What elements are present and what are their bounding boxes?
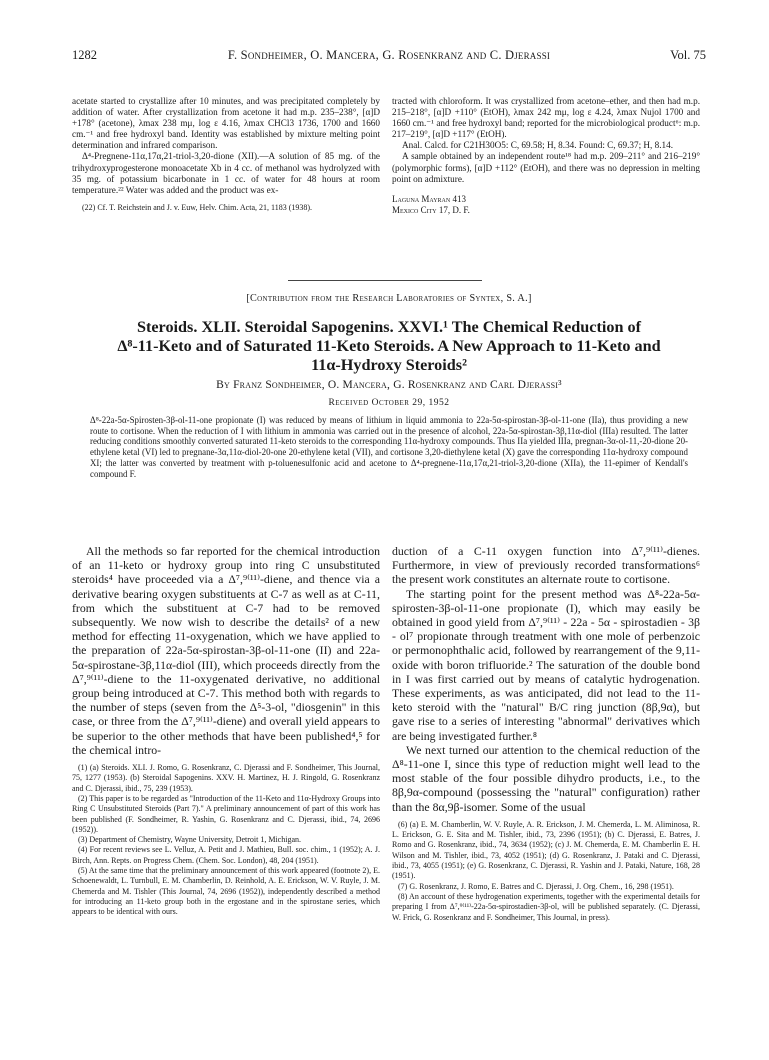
page-number: 1282 (72, 48, 97, 62)
previous-paragraph: tracted with chloroform. It was crystallized from acetone–ether, and then had m.p. 215–218°, [α]D +110° (EtOH), λmax 242 mμ, log ε 4.24, λmax Nujol 1700 and 1660 cm.⁻¹ and free hydroxyl band; reported for the microbiological product⁶: m.p. 217–219°, [α]D +117° (EtOH). (392, 96, 700, 140)
title-line: Δ⁸-11-Keto and of Saturated 11-Keto Steroids. A New Approach to 11-Keto and (117, 337, 661, 355)
received-date: Received October 29, 1952 (328, 398, 450, 408)
previous-footnotes (72, 203, 380, 213)
body-paragraph: All the methods so far reported for the chemical introduction of an 11-keto or hydroxy group into ring C unsubstituted steroids⁴ have proceeded via a Δ⁷,⁹⁽¹¹⁾-diene, and thence via a derivative bearing oxygen substituents at C-7 as well as at C-11, from which the substituent at C-7 had to be removed subsequently. We now wish to describe the details² of a new method for effecting 11-oxygenation, which we have applied to the preparation of 22a-5α-spirostan-3β-ol-11-one (II) and 22a-5α-spirostane-3β,11α-diol (III), which proceeds directly from the Δ⁷,⁹⁽¹¹⁾-diene to the 11-oxygenated derivative, no additional group being introduced at C-7. This method both with regards to the number of steps (seven from the Δ⁵-3-ol, "diosgenin" in this case, or three from the Δ⁷,⁹⁽¹¹⁾-diene) and overall yield appears to be superior to the other methods that have been published⁴,⁵ for the chemical intro- (72, 544, 380, 757)
footnote: (1) (a) Steroids. XLI. J. Romo, G. Rosenkranz, C. Djerassi and F. Sondheimer, This Journal, 75, 1277 (1953). (b) Steroidal Sapogenins. XXV. H. Martinez, H. J. Ringold, G. Rosenkranz and C. Djerassi, ibid., 75, 239 (1953). (72, 763, 380, 793)
body-paragraph: The starting point for the present method was Δ⁸-22a-5α-spirosten-3β-ol-11-one propionate (I), which may easily be obtained in good yield from Δ⁷,⁹⁽¹¹⁾ - 22a - 5α - spirostadien - 3β - ol⁷ propionate through treatment with one mole of perbenzoic or permonophthalic acid, followed by rearrangement of the 9,11-oxide with boron trifluoride.² The saturation of the double bond in I was first carried out by means of catalytic hydrogenation. These experiments, as was anticipated, did not lead to the 11-keto steroid with the "natural" B/C ring junction (8β,9α), but gave rise to a series of interesting "abnormal" derivatives which are being investigated further.⁸ (392, 586, 700, 743)
contribution-line: [Contribution from the Research Laboratories of Syntex, S. A.] (246, 293, 532, 304)
footnotes-left (72, 763, 380, 917)
previous-article-left-column (72, 96, 380, 213)
footnote: (8) An account of these hydrogenation experiments, together with the experimental details for preparing I from Δ⁷,⁹⁽¹¹⁾-22a-5α-spirostadien-3β-ol, will be published separately. (C. Djerassi, W. Frick, G. Rosenkranz and F. Sondheimer, This Journal, in press). (392, 891, 700, 922)
abstract: Δ⁸-22a-5α-Spirosten-3β-ol-11-one propionate (I) was reduced by means of lithium in liquid ammonia to 22a-5α-spirostan-3β-ol-11-one (IIa), thus providing a new route to cortisone. When the reduction of I with lithium in ammonia was carried out in the presence of alcohol, 22a-5α-spirostan-3β,11α-diol (IIIa) resulted. The latter reducing conditions smoothly converted saturated 11-keto steroids to the corresponding 11α-hydroxy compounds. Thus IIa yielded IIIa, pregnan-3α-ol-11,-20-dione 20-ethylene ketal (VI) led to pregnane-3α,11α-diol-20-one 20-ethylene ketal (VII), and cortisone 3,20-diethylene ketal (X) gave the corresponding 11α-hydroxy compound XI; the latter was converted by treatment with p-toluenesulfonic acid and acetone to Δ⁴-pregnene-11α,17α,21-triol-3,20-dione (XIIa), the 11-epimer of Kendall's compound F. (90, 415, 688, 479)
article-title (72, 318, 706, 375)
footnote: (3) Department of Chemistry, Wayne University, Detroit 1, Michigan. (78, 835, 302, 845)
body-paragraph: duction of a C-11 oxygen function into Δ⁷,⁹⁽¹¹⁾-dienes. Furthermore, in view of previously recorded transformations⁶ the present work constitutes an alternate route to cortisone. (392, 544, 700, 587)
byline: By Franz Sondheimer, O. Mancera, G. Rosenkranz and Carl Djerassi³ (216, 379, 562, 391)
running-header (72, 48, 706, 66)
footnote: (6) (a) E. M. Chamberlin, W. V. Ruyle, A. R. Erickson, J. M. Chemerda, L. M. Aliminosa, R. L. Erickson, G. E. Sita and M. Tishler, ibid., 73, 2396 (1951); (b) C. Djerassi, E. Batres, J. Romo and G. Rosenkranz, ibid., 74, 3634 (1952); (c) J. M. Chemerda, E. M. Chamberlin E. H. Wilson and M. Tishler, ibid., 73, 4052 (1951); (d) G. Rosenkranz, J. Pataki and C. Djerassi, ibid., 73, 4055 (1951); (e) G. Rosenkranz, C. Djerassi, R. Yashin and J. Pataki, Nature, 168, 28 (1951). (392, 819, 700, 881)
footnote: (5) At the same time that the preliminary announcement of this work appeared (footnote 2), E. Schoenewaldt, L. Turnbull, E. M. Chamberlin, D. Reinhold, A. E. Erickson, W. V. Ruyle, J. M. Chemerda and M. Tishler (This Journal, 74, 2696 (1952)), independently described a method for introducing an 11-keto group both in the ergostane and in the spirostane series, which appears to be identical with ours. (72, 866, 380, 917)
footnote: (7) G. Rosenkranz, J. Romo, E. Batres and C. Djerassi, J. Org. Chem., 16, 298 (1951). (398, 881, 674, 891)
body-right-column (392, 544, 700, 923)
footnotes-right (392, 820, 700, 923)
footnote: (4) For recent reviews see L. Velluz, A. Petit and J. Mathieu, Bull. soc. chim., 1 (1952); A. J. Birch, Ann. Repts. on Progress Chem. (Chem. Soc. London), 48, 204 (1951). (72, 845, 380, 865)
author-address (392, 194, 700, 216)
previous-paragraph: A sample obtained by an independent route¹⁸ had m.p. 209–211° and 216–219° (polymorphic forms), [α]D +112° (EtOH), and there was no depression in melting point on admixture. (392, 151, 700, 184)
section-divider (288, 280, 482, 281)
address-line: Laguna Mayran 413 (392, 193, 466, 204)
footnote: (22) Cf. T. Reichstein and J. v. Euw, Helv. Chim. Acta, 21, 1183 (1938). (82, 202, 313, 212)
volume-number: Vol. 75 (670, 48, 706, 62)
title-line: 11α-Hydroxy Steroids² (311, 356, 467, 374)
previous-article-right-column (392, 96, 700, 216)
previous-paragraph: Δ⁴-Pregnene-11α,17α,21-triol-3,20-dione (XII).—A solution of 85 mg. of the trihydroxyprogesterone monoacetate Xb in 4 cc. of methanol was hydrolyzed with 35 mg. of potassium bicarbonate in 1 cc. of water for 48 hours at room temperature.²² Water was added and the product was ex- (72, 151, 380, 195)
previous-paragraph: acetate started to crystallize after 10 minutes, and was precipitated completely by addition of water. After crystallization from acetone it had m.p. 235–238°, [α]D +178° (acetone), λmax 238 mμ, log ε 4.16, λmax CHCl3 1736, 1700 and 1660 cm.⁻¹ and free hydroxyl band. Identity was established by mixture melting point determination and infrared comparison. (72, 96, 380, 151)
body-left-column (72, 544, 380, 918)
analysis-paragraph: Anal. Calcd. for C21H30O5: C, 69.58; H, 8.34. Found: C, 69.37; H, 8.14. (402, 140, 674, 151)
footnote: (2) This paper is to be regarded as "Introduction of the 11-Keto and 11α-Hydroxy Groups into Ring C Unsubstituted Steroids (Part 7)." A preliminary announcement of part of this work has been published (F. Sondheimer, R. Yashin, G. Rosenkranz and C. Djerassi, ibid., 74, 2696 (1952)). (72, 793, 380, 834)
title-line: Steroids. XLII. Steroidal Sapogenins. XXVI.¹ The Chemical Reduction of (136, 318, 642, 336)
running-authors: F. Sondheimer, O. Mancera, G. Rosenkranz and C. Djerassi (227, 48, 551, 62)
body-paragraph: We next turned our attention to the chemical reduction of the Δ⁸-11-one I, since this type of reduction might well lead to the most stable of the four possible dihydro products, i.e., to the 8β,9α-compound (possessing the "natural" configuration) rather than the 8α,9β-isomer. Some of the usual (392, 742, 700, 814)
address-line: Mexico City 17, D. F. (392, 204, 470, 215)
